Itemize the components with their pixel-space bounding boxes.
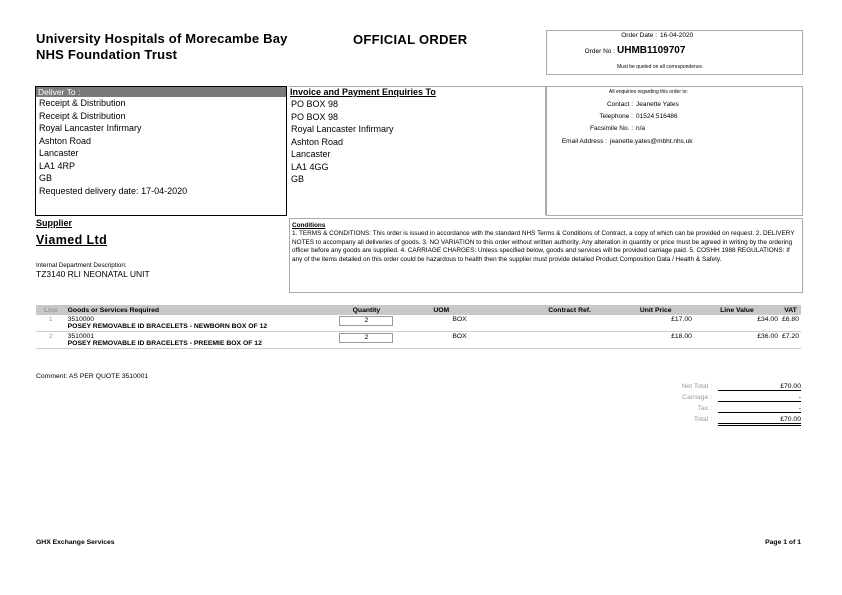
- table-row: [36, 332, 801, 349]
- vat-cell: £6.80: [781, 316, 799, 323]
- deliver-line: LA1 4RP: [39, 160, 76, 171]
- phone-label: Telephone :: [599, 113, 633, 120]
- quantity-cell: [335, 315, 399, 332]
- document-title: OFFICIAL ORDER: [353, 32, 468, 47]
- contract-ref-cell: [522, 315, 618, 332]
- tax-label: Tax :: [697, 405, 712, 412]
- carriage-value: -: [718, 394, 801, 402]
- supplier-name: Viamed Ltd: [36, 233, 108, 247]
- deliver-line: Ashton Road: [39, 135, 92, 146]
- deliver-line: Receipt & Distribution: [39, 98, 126, 108]
- line-number: 1: [48, 316, 53, 323]
- item-description: POSEY REMOVABLE ID BRACELETS - NEWBORN BOX OF 12: [67, 323, 268, 330]
- order-comment: Comment: AS PER QUOTE 3510001: [36, 373, 149, 380]
- column-header: VAT: [780, 305, 801, 315]
- conditions-heading: Conditions: [292, 222, 326, 229]
- column-header: Contract Ref.: [522, 305, 618, 315]
- deliver-address: [36, 97, 286, 197]
- order-date-label: Order Date :: [621, 32, 657, 39]
- table-header-row: [36, 305, 801, 315]
- net-total-label: Net Total :: [681, 383, 712, 390]
- deliver-line: GB: [39, 173, 53, 183]
- item-cell: [66, 315, 335, 332]
- contact-label: Contact :: [606, 101, 633, 108]
- order-date: 16-04-2020: [660, 32, 694, 39]
- trust-name: University Hospitals of Morecambe Bay NHS Foundation Trust: [36, 31, 288, 62]
- line-number: 2: [48, 333, 53, 340]
- invoice-heading: Invoice and Payment Enquiries To: [290, 87, 436, 97]
- line-value-cell: £36.00: [757, 333, 778, 340]
- unit-price-cell: £17.00: [671, 316, 692, 323]
- department-value: TZ3140 RLI NEONATAL UNIT: [36, 269, 150, 279]
- invoice-line: LA1 4GG: [291, 161, 329, 172]
- total-label: Total :: [693, 416, 712, 423]
- column-header: Unit Price: [618, 305, 694, 315]
- deliver-to-box: [35, 86, 287, 216]
- item-code: 3510001: [67, 333, 95, 340]
- table-row: [36, 315, 801, 332]
- column-header: Line Value: [694, 305, 780, 315]
- vat-cell: £7.20: [781, 333, 799, 340]
- tax-value: -: [718, 405, 801, 413]
- net-total-value: £70.00: [718, 383, 801, 391]
- invoice-line: PO BOX 98: [291, 111, 339, 122]
- invoice-line: GB: [291, 174, 305, 184]
- contact-box: [546, 86, 803, 216]
- deliver-line: Lancaster: [39, 148, 79, 158]
- department-label: Internal Department Description:: [36, 262, 127, 269]
- item-description: POSEY REMOVABLE ID BRACELETS - PREEMIE BOX OF 12: [67, 340, 262, 347]
- column-header: Line: [36, 305, 66, 315]
- invoice-line: Ashton Road: [291, 136, 344, 147]
- invoice-line: PO BOX 98: [291, 99, 339, 109]
- total-value: £70.00: [718, 416, 801, 426]
- item-cell: [66, 332, 335, 349]
- invoice-line: Royal Lancaster Infirmary: [291, 124, 394, 134]
- deliver-line: Receipt & Distribution: [39, 110, 126, 121]
- supplier-heading: Supplier: [36, 218, 73, 228]
- invoice-address: [289, 98, 545, 186]
- fax-value: n/a: [636, 125, 646, 132]
- invoice-box: [289, 86, 546, 215]
- contact-value: Jeanette Yates: [636, 101, 679, 108]
- order-note: Must be quoted on all correspondence.: [617, 64, 704, 70]
- order-info-box: [546, 30, 803, 75]
- conditions-box: [289, 218, 803, 293]
- item-code: 3510000: [67, 316, 95, 323]
- quantity-cell: [335, 332, 399, 349]
- order-number: UHMB1109707: [617, 45, 686, 56]
- column-header: Quantity: [335, 305, 399, 315]
- page-number: Page 1 of 1: [765, 539, 801, 546]
- conditions-text: 1. TERMS & CONDITIONS: This order is issued in accordance with the standard NHS Terms & Conditions of Contract, a copy of which can be provided on request. 2. DELIVERY NOTES to accompany all deliveries of goods. 3. NO VARIATION to this order without written authority. Any alteration in quantity or price must be agreed in writing by the ordering officer before any goods are supplied. 4. CARRIAGE CHARGES: Unless specified below, goods and services will be provided carriage paid. 5. COSHH 1988 REGULATIONS: If any of the items detailed on this order could be hazardous to health then the supplier must provide detailed Product Composition Data / Health & Safety.: [292, 230, 795, 263]
- email-label: Email Address :: [561, 138, 607, 145]
- uom-cell: BOX: [452, 333, 467, 340]
- fax-label: Facsimile No. :: [590, 125, 633, 132]
- quantity-value: 2: [339, 333, 393, 343]
- email-value: jeanette.yates@mbht.nhs.uk: [610, 138, 693, 145]
- unit-price-cell: £18.00: [671, 333, 692, 340]
- line-value-cell: £34.00: [757, 316, 778, 323]
- contract-ref-cell: [522, 332, 618, 349]
- column-header: UOM: [398, 305, 521, 315]
- deliver-to-heading: Deliver To :: [36, 87, 286, 97]
- column-header: Goods or Services Required: [66, 305, 335, 315]
- footer-provider: GHX Exchange Services: [36, 539, 115, 546]
- contact-note: All enquiries regarding this order to:: [609, 89, 688, 95]
- quantity-value: 2: [339, 316, 393, 326]
- uom-cell: BOX: [452, 316, 467, 323]
- order-no-label: Order No :: [584, 48, 615, 55]
- requested-delivery-date: Requested delivery date: 17-04-2020: [39, 185, 188, 196]
- carriage-label: Carriage :: [682, 394, 712, 401]
- order-lines-table: [36, 305, 801, 349]
- phone-value: 01524 516486: [636, 113, 678, 120]
- invoice-line: Lancaster: [291, 149, 331, 159]
- deliver-line: Royal Lancaster Infirmary: [39, 123, 142, 133]
